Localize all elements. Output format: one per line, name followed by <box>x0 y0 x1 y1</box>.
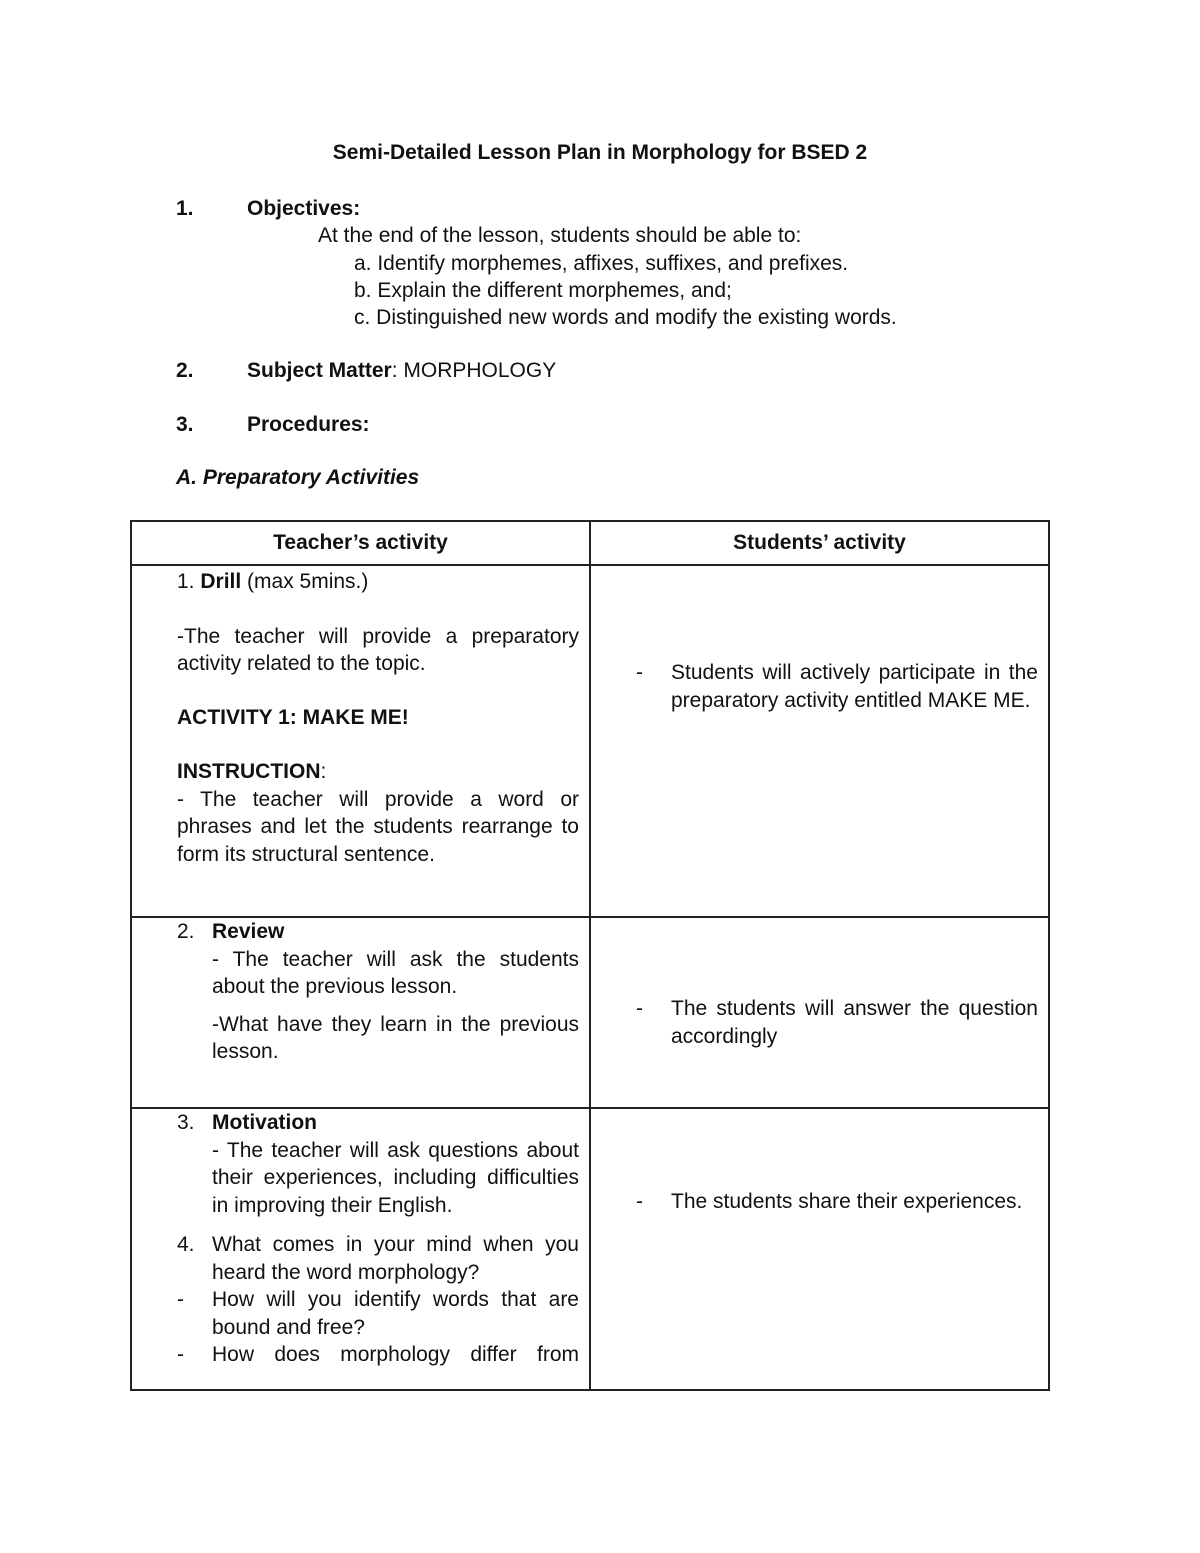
motivation-label: Motivation <box>212 1111 317 1134</box>
motivation-item <box>177 1109 579 1219</box>
question-marker: 4. <box>177 1233 195 1256</box>
motivation-text: - The teacher will ask questions about their experiences, including difficulties in improving their English. <box>212 1138 579 1217</box>
motivation-marker: 3. <box>177 1111 195 1134</box>
table-header-row <box>131 521 1049 565</box>
question-item <box>177 1231 579 1286</box>
drill-duration: (max 5mins.) <box>241 570 369 593</box>
objectives-heading <box>176 197 360 221</box>
list-dash: - <box>177 1343 184 1366</box>
students-activity-header: Students’ activity <box>590 521 1049 565</box>
list-dash: - <box>636 1190 643 1213</box>
drill-description: -The teacher will provide a preparatory activity related to the topic. <box>177 624 579 675</box>
drill-heading <box>177 568 579 596</box>
student-cell <box>590 1108 1049 1390</box>
procedures-label: Procedures: <box>247 413 370 436</box>
teacher-cell <box>131 917 590 1108</box>
activity-title: ACTIVITY 1: MAKE ME! <box>177 705 409 729</box>
student-activity-text: The students share their experiences. <box>671 1190 1023 1213</box>
sub-question-text: How will you identify words that are bound and free? <box>212 1288 579 1339</box>
list-dash: - <box>636 661 643 684</box>
teacher-cell <box>131 1108 590 1390</box>
student-cell <box>590 565 1049 917</box>
student-cell <box>590 917 1049 1108</box>
table-row <box>131 1108 1049 1390</box>
sub-question-item <box>177 1341 579 1369</box>
objectives-number: 1. <box>176 197 194 220</box>
objective-item: a. Identify morphemes, affixes, suffixes, and prefixes. <box>354 252 849 275</box>
instruction-label: INSTRUCTION <box>177 760 321 783</box>
document-title: Semi-Detailed Lesson Plan in Morphology for BSED 2 <box>332 141 868 164</box>
review-question: -What have they learn in the previous lesson. <box>212 1012 579 1063</box>
table-row <box>131 565 1049 917</box>
objectives-intro: At the end of the lesson, students should be able to: <box>318 224 802 247</box>
review-text: - The teacher will ask the students about the previous lesson. <box>212 947 579 998</box>
review-marker: 2. <box>177 920 195 943</box>
instruction-colon: : <box>320 760 327 783</box>
subject-matter-number: 2. <box>176 359 194 382</box>
review-item <box>177 918 579 1066</box>
review-label: Review <box>212 920 285 943</box>
teacher-cell <box>131 565 590 917</box>
table-row <box>131 917 1049 1108</box>
objective-item: b. Explain the different morphemes, and; <box>354 279 732 302</box>
student-activity-item <box>636 659 1038 714</box>
objectives-label: Objectives: <box>247 197 361 220</box>
list-dash: - <box>636 997 643 1020</box>
subject-matter-label: Subject Matter <box>247 359 392 382</box>
procedures-number: 3. <box>176 413 194 436</box>
subject-matter-heading <box>176 359 556 383</box>
sub-question-text: How does morphology differ from <box>212 1343 579 1366</box>
list-dash: - <box>177 1288 184 1311</box>
procedures-heading <box>176 413 370 437</box>
sub-question-item <box>177 1286 579 1341</box>
instruction-text: - The teacher will provide a word or phrases and let the students rearrange to form its structural sentence. <box>177 787 579 866</box>
drill-label: Drill <box>200 570 242 593</box>
instruction-heading <box>177 758 579 786</box>
drill-marker: 1. <box>177 570 195 593</box>
student-activity-text: The students will answer the question accordingly <box>671 997 1038 1048</box>
question-text: What comes in your mind when you heard the word morphology? <box>212 1233 579 1284</box>
student-activity-item <box>636 995 1038 1050</box>
student-activity-text: Students will actively participate in the preparatory activity entitled MAKE ME. <box>671 661 1038 712</box>
activities-table <box>130 520 1050 1391</box>
objective-item: c. Distinguished new words and modify the existing words. <box>354 306 897 329</box>
subject-matter-value: MORPHOLOGY <box>397 359 557 382</box>
subject-matter-colon: : <box>391 359 398 382</box>
student-activity-item <box>636 1188 1038 1216</box>
teacher-activity-header: Teacher’s activity <box>131 521 590 565</box>
preparatory-activities-heading: A. Preparatory Activities <box>176 466 420 489</box>
